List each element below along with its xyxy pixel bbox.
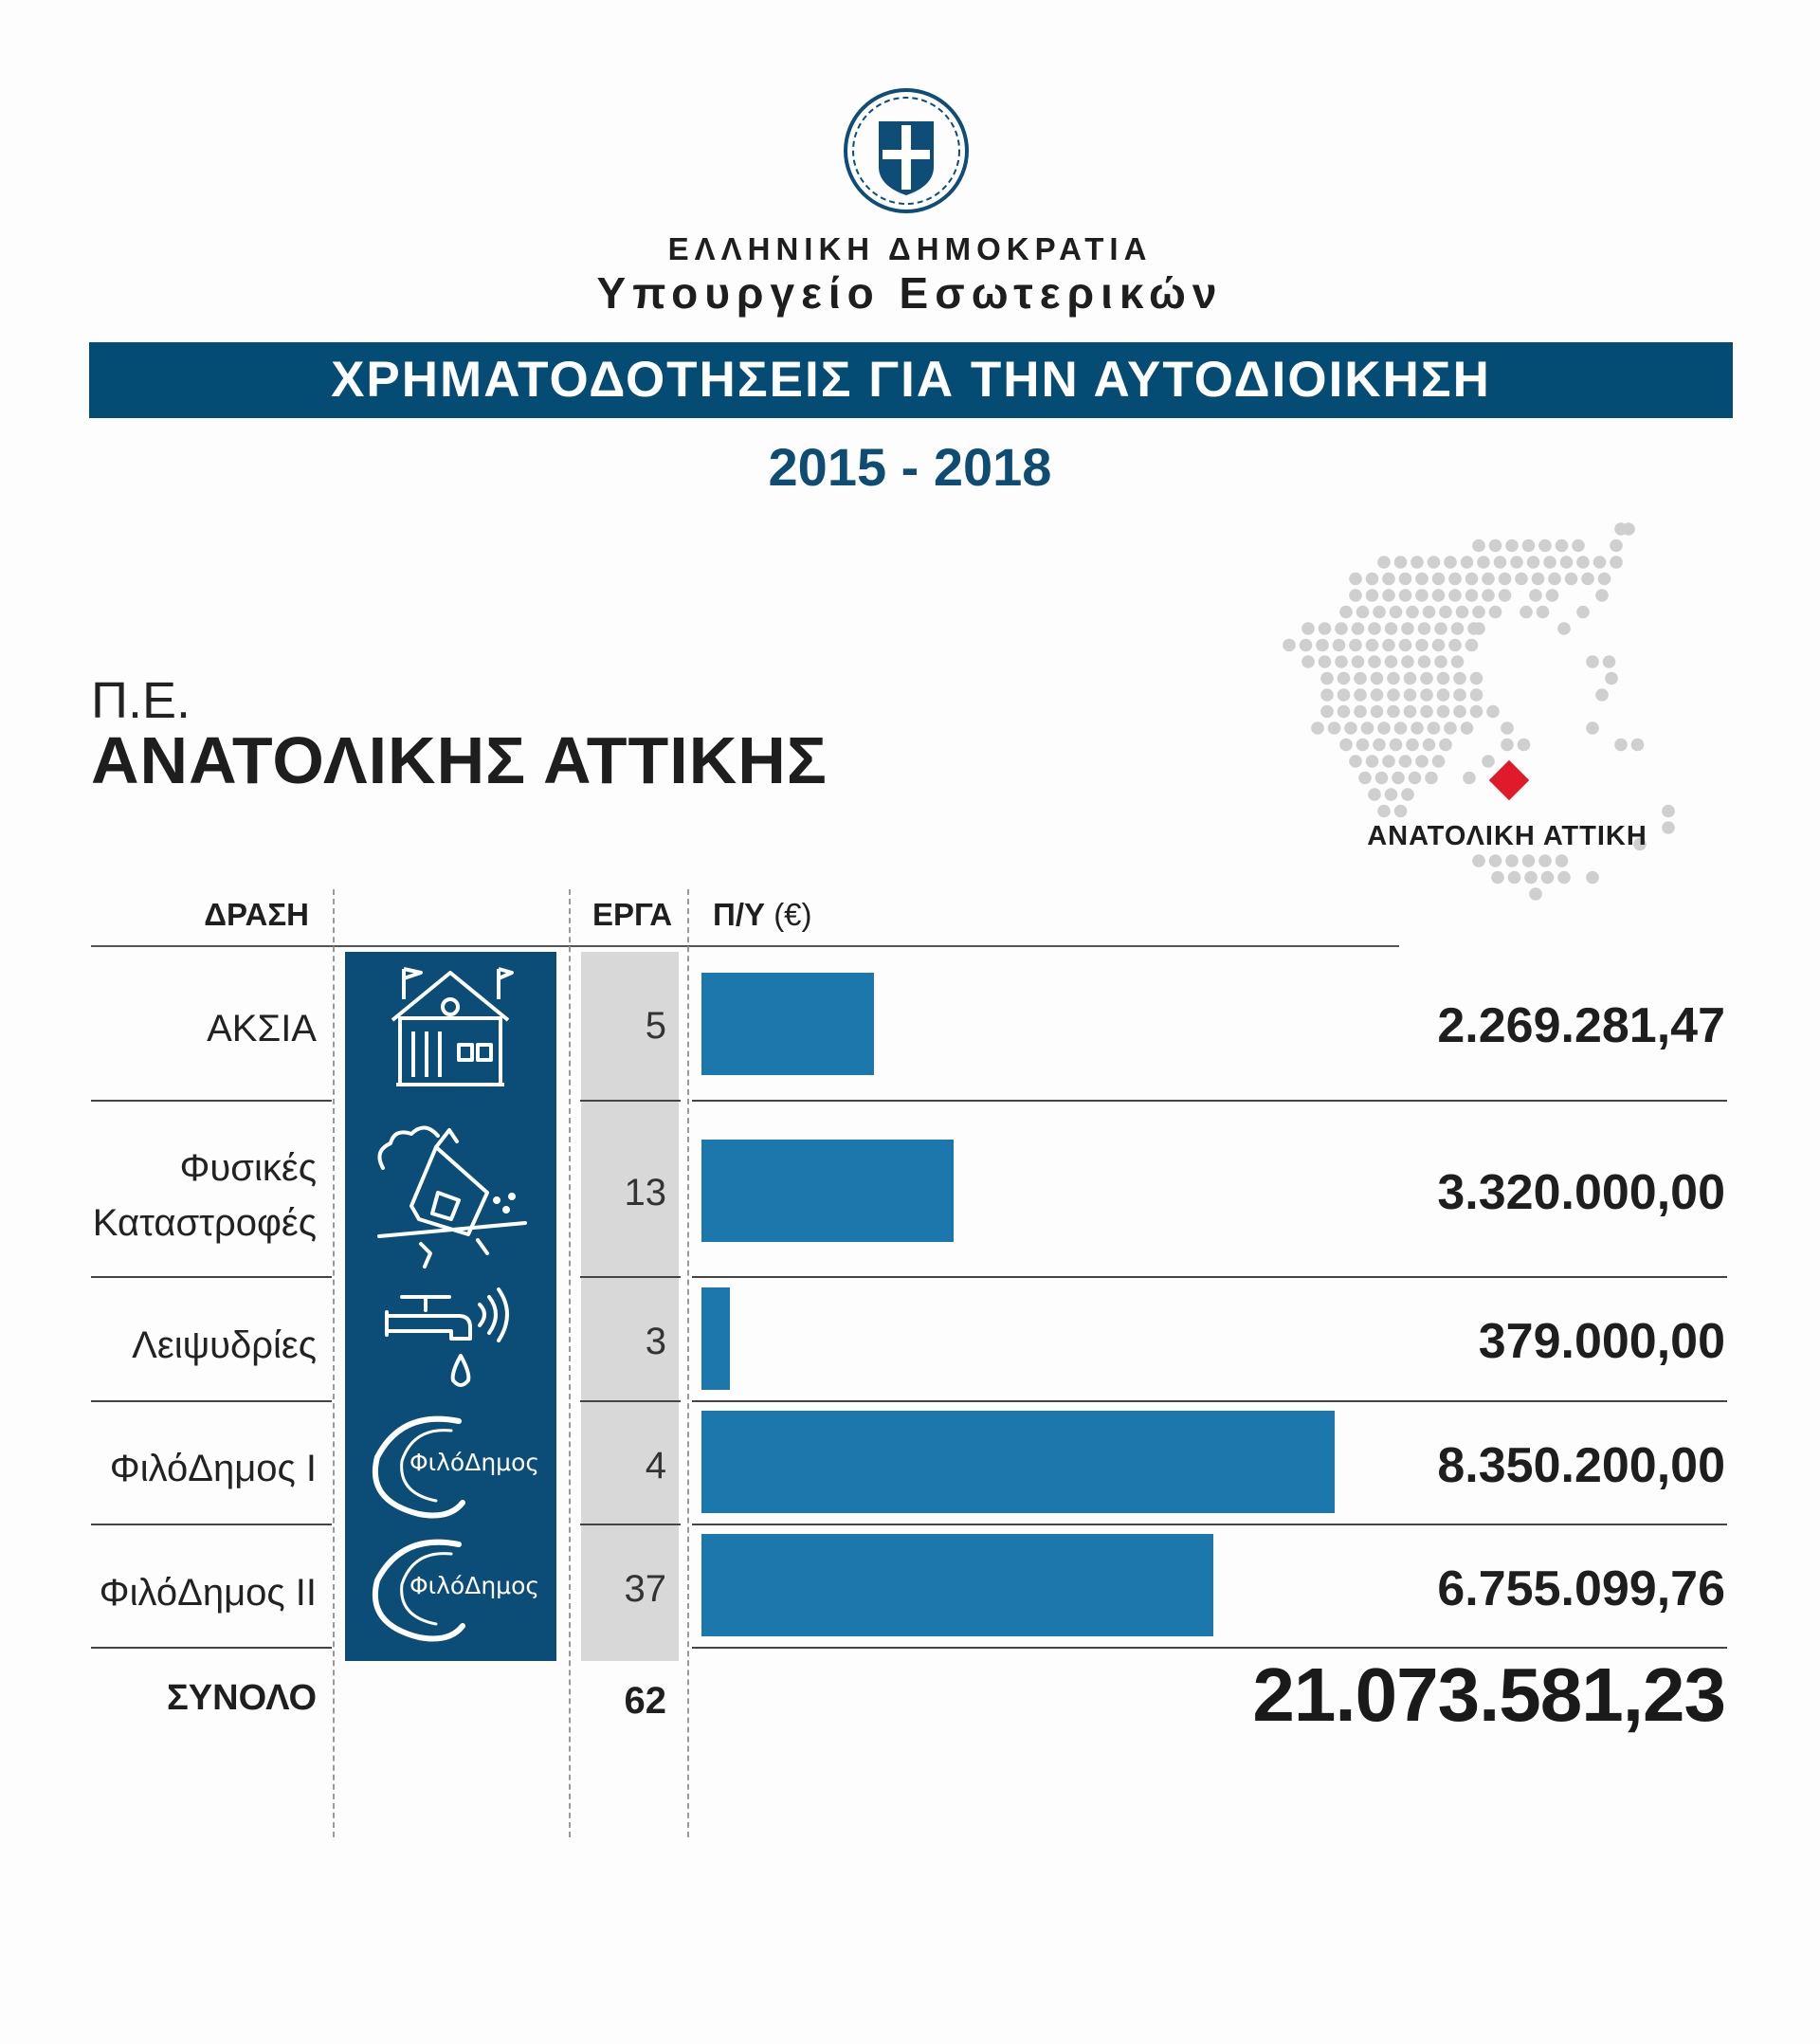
map-dot — [1366, 755, 1379, 768]
map-dot — [1349, 573, 1362, 586]
map-dot — [1356, 739, 1370, 752]
total-label: ΣΥΝΟΛΟ — [166, 1678, 317, 1718]
banner-title: ΧΡΗΜΑΤΟΔΟΤΗΣΕΙΣ ΓΙΑ ΤΗΝ ΑΥΤΟΔΙΟΙΚΗΣΗ — [331, 352, 1491, 408]
map-dot — [1385, 622, 1398, 635]
map-dot — [1560, 556, 1574, 569]
map-dot — [1453, 705, 1466, 719]
map-dot — [1377, 721, 1391, 735]
map-dot — [1432, 755, 1446, 768]
map-dot — [1366, 573, 1379, 586]
map-dot — [1538, 539, 1552, 553]
column-divider — [569, 889, 571, 1837]
map-dot — [1586, 655, 1599, 668]
map-dot — [1631, 739, 1645, 752]
collapsing-house-icon — [345, 1102, 556, 1276]
map-dot — [1352, 655, 1365, 668]
map-dot — [1453, 688, 1466, 702]
map-dot — [1301, 622, 1315, 635]
map-dot — [1349, 589, 1362, 602]
budget-bar — [701, 1140, 954, 1242]
map-dot — [1415, 639, 1429, 652]
map-dot — [1434, 622, 1447, 635]
map-dot — [1557, 622, 1571, 635]
map-dot — [1465, 573, 1479, 586]
map-dot — [1406, 606, 1419, 619]
projects-count: 3 — [645, 1321, 666, 1362]
region-marker-icon — [1489, 760, 1529, 800]
row-label: Λειψυδρίες — [132, 1324, 317, 1366]
map-dot — [1366, 589, 1379, 602]
map-dot — [1586, 721, 1599, 735]
region-prefix: Π.Ε. — [91, 672, 191, 729]
map-dot — [1510, 556, 1523, 569]
filodimos-logo-icon — [345, 1402, 556, 1524]
map-dot — [1377, 556, 1391, 569]
row-separator — [91, 1100, 332, 1102]
row-separator — [580, 1100, 681, 1102]
row-separator — [692, 1400, 1727, 1402]
map-dot — [1603, 655, 1616, 668]
budget-amount: 6.755.099,76 — [1437, 1561, 1725, 1616]
map-dot — [1401, 788, 1414, 801]
map-dot — [1470, 705, 1483, 719]
column-header-projects: ΕΡΓΑ — [592, 897, 673, 932]
map-dot — [1499, 573, 1512, 586]
map-dot — [1482, 589, 1495, 602]
row-label: Φυσικές Καταστροφές — [92, 1147, 317, 1244]
map-dot — [1390, 739, 1403, 752]
row-separator — [692, 1100, 1727, 1102]
map-dot — [1418, 622, 1431, 635]
map-dot — [1399, 639, 1412, 652]
map-dot — [1410, 556, 1424, 569]
country-name: ΕΛΛΗΝΙΚΗ ΔΗΜΟΚΡΑΤΙΑ — [667, 231, 1153, 266]
map-dot — [1283, 639, 1296, 652]
map-dot — [1328, 721, 1341, 735]
budget-amount: 2.269.281,47 — [1437, 998, 1725, 1053]
map-dot — [1546, 589, 1559, 602]
map-dot — [1420, 705, 1433, 719]
map-dot — [1349, 755, 1362, 768]
row-label: ΦιλόΔημος ΙΙ — [99, 1572, 317, 1614]
map-dot — [1390, 606, 1403, 619]
row-separator — [91, 1647, 332, 1649]
map-dot — [1522, 854, 1536, 867]
map-dot — [1352, 622, 1365, 635]
row-separator — [580, 1524, 681, 1525]
map-dot — [1375, 772, 1389, 785]
map-dot — [1428, 556, 1441, 569]
map-dot — [1437, 688, 1450, 702]
map-dot — [1437, 672, 1450, 685]
greek-coat-of-arms-emblem — [839, 83, 974, 218]
map-dot — [1300, 639, 1313, 652]
budget-label: Π/Υ — [713, 897, 766, 932]
map-dot — [1472, 539, 1485, 553]
map-dot — [1520, 606, 1533, 619]
map-dot — [1377, 805, 1391, 818]
map-dot — [1541, 871, 1555, 885]
map-dot — [1387, 672, 1400, 685]
budget-unit: (€) — [774, 897, 812, 932]
row-label: ΑΚΣΙΑ — [207, 1008, 317, 1049]
map-dot — [1320, 672, 1334, 685]
budget-amount: 8.350.200,00 — [1437, 1438, 1725, 1493]
map-dot — [1482, 573, 1495, 586]
map-dot — [1420, 672, 1433, 685]
map-dot — [1448, 639, 1462, 652]
ministry-name: Υπουργείο Εσωτερικών — [596, 268, 1224, 318]
school-building-icon — [345, 952, 556, 1100]
map-dot — [1605, 672, 1618, 685]
map-dot — [1491, 871, 1504, 885]
map-dot — [1576, 606, 1590, 619]
column-divider — [687, 889, 689, 1837]
map-dot — [1489, 854, 1502, 867]
map-dot — [1432, 573, 1446, 586]
map-dot — [1486, 705, 1500, 719]
map-dot — [1371, 672, 1384, 685]
map-dot — [1368, 655, 1381, 668]
map-dot — [1382, 573, 1395, 586]
column-header-action: ΔΡΑΣΗ — [204, 897, 309, 932]
map-dot — [1338, 672, 1351, 685]
map-dot — [1477, 556, 1490, 569]
map-dot — [1556, 854, 1569, 867]
budget-amount: 379.000,00 — [1478, 1314, 1725, 1369]
map-dot — [1515, 573, 1528, 586]
map-dot — [1472, 854, 1485, 867]
filodimos-logo-text: ΦιλόΔημος — [410, 1572, 540, 1599]
map-dot — [1319, 655, 1332, 668]
map-dot — [1404, 705, 1417, 719]
map-dot — [1527, 556, 1540, 569]
map-dot — [1448, 589, 1462, 602]
map-region-label: ΑΝΑΤΟΛΙΚΗ ΑΤΤΙΚΗ — [1367, 821, 1647, 851]
map-dot — [1423, 606, 1436, 619]
map-dot — [1401, 655, 1414, 668]
filodimos-logo-icon — [345, 1525, 556, 1647]
map-dot — [1387, 688, 1400, 702]
map-dot — [1537, 606, 1550, 619]
map-dot — [1581, 573, 1594, 586]
map-dot — [1320, 705, 1334, 719]
map-dot — [1354, 705, 1367, 719]
row-separator — [91, 1400, 332, 1402]
total-projects: 62 — [624, 1680, 666, 1722]
map-dot — [1366, 639, 1379, 652]
map-dot — [1622, 522, 1635, 536]
projects-count: 13 — [624, 1172, 666, 1214]
map-dot — [1456, 606, 1469, 619]
projects-count: 5 — [645, 1005, 666, 1047]
map-dot — [1338, 688, 1351, 702]
map-dot — [1316, 639, 1329, 652]
map-dot — [1409, 772, 1422, 785]
map-dot — [1406, 739, 1419, 752]
greece-dot-map — [1270, 512, 1687, 986]
map-dot — [1344, 721, 1357, 735]
water-tap-icon — [345, 1278, 556, 1399]
map-dot — [1319, 622, 1332, 635]
map-dot — [1529, 887, 1542, 901]
map-dot — [1354, 688, 1367, 702]
map-dot — [1382, 639, 1395, 652]
map-dot — [1532, 573, 1545, 586]
row-separator — [580, 1400, 681, 1402]
map-dot — [1576, 556, 1590, 569]
map-dot — [1368, 622, 1381, 635]
map-dot — [1548, 573, 1561, 586]
map-dot — [1595, 688, 1609, 702]
map-dot — [1543, 556, 1556, 569]
map-dot — [1404, 672, 1417, 685]
map-dot — [1482, 755, 1495, 768]
map-dot — [1439, 606, 1452, 619]
map-dot — [1385, 788, 1398, 801]
row-label: ΦιλόΔημος Ι — [109, 1448, 317, 1489]
column-divider — [333, 889, 335, 1837]
map-dot — [1614, 739, 1628, 752]
map-dot — [1432, 589, 1446, 602]
map-dot — [1410, 721, 1424, 735]
map-dot — [1444, 556, 1457, 569]
map-dot — [1415, 573, 1429, 586]
map-dot — [1401, 622, 1414, 635]
map-dot — [1301, 655, 1315, 668]
map-dot — [1610, 539, 1623, 553]
projects-count: 4 — [645, 1445, 666, 1487]
filodimos-logo-text: ΦιλόΔημος — [410, 1449, 540, 1476]
map-dot — [1333, 639, 1346, 652]
map-dot — [1382, 755, 1395, 768]
map-dot — [1518, 739, 1531, 752]
region-name: ΑΝΑΤΟΛΙΚΗΣ ΑΤΤΙΚΗΣ — [91, 723, 828, 797]
map-dot — [1368, 788, 1381, 801]
map-dot — [1465, 589, 1479, 602]
map-dot — [1371, 688, 1384, 702]
map-dot — [1373, 739, 1386, 752]
map-dot — [1598, 573, 1611, 586]
map-dot — [1420, 688, 1433, 702]
map-dot — [1610, 556, 1623, 569]
map-dot — [1470, 688, 1483, 702]
map-dot — [1434, 655, 1447, 668]
map-dot — [1354, 672, 1367, 685]
map-dot — [1505, 539, 1519, 553]
map-dot — [1499, 589, 1512, 602]
map-dot — [1524, 871, 1538, 885]
row-separator — [91, 1524, 332, 1525]
map-dot — [1451, 655, 1465, 668]
map-dot — [1415, 755, 1429, 768]
row-separator — [692, 1647, 1727, 1649]
period-subtitle: 2015 - 2018 — [768, 437, 1052, 497]
map-dot — [1373, 606, 1386, 619]
projects-column — [581, 952, 679, 1661]
map-dot — [1472, 606, 1485, 619]
map-dot — [1423, 739, 1436, 752]
map-dot — [1339, 739, 1353, 752]
map-dot — [1538, 854, 1552, 867]
row-separator — [91, 1276, 332, 1278]
budget-bar — [701, 1287, 730, 1390]
map-dot — [1662, 805, 1675, 818]
map-dot — [1489, 606, 1502, 619]
row-separator — [692, 1524, 1727, 1525]
map-dot — [1522, 539, 1536, 553]
map-dot — [1501, 721, 1514, 735]
map-dot — [1399, 573, 1412, 586]
row-separator — [580, 1276, 681, 1278]
budget-amount: 3.320.000,00 — [1437, 1165, 1725, 1220]
total-amount: 21.073.581,23 — [1252, 1652, 1725, 1737]
map-dot — [1361, 721, 1374, 735]
map-dot — [1595, 589, 1609, 602]
map-dot — [1385, 655, 1398, 668]
map-dot — [1358, 772, 1372, 785]
column-header-budget — [713, 897, 812, 933]
map-dot — [1335, 622, 1348, 635]
map-dot — [1565, 573, 1578, 586]
map-dot — [1311, 721, 1324, 735]
map-dot — [1394, 556, 1408, 569]
map-dot — [1470, 672, 1483, 685]
map-dot — [1335, 655, 1348, 668]
map-dot — [1489, 539, 1502, 553]
map-dot — [1501, 739, 1514, 752]
map-dot — [1494, 556, 1507, 569]
map-dot — [1463, 772, 1476, 785]
map-dot — [1425, 772, 1438, 785]
map-dot — [1437, 705, 1450, 719]
map-dot — [1508, 871, 1521, 885]
map-dot — [1448, 573, 1462, 586]
map-dot — [1572, 539, 1585, 553]
map-dot — [1371, 705, 1384, 719]
map-dot — [1349, 639, 1362, 652]
map-dot — [1387, 705, 1400, 719]
map-dot — [1586, 871, 1599, 885]
map-dot — [1444, 721, 1457, 735]
map-dot — [1356, 606, 1370, 619]
map-dot — [1472, 622, 1485, 635]
map-dot — [1394, 805, 1408, 818]
map-dot — [1461, 556, 1474, 569]
map-dot — [1415, 589, 1429, 602]
map-dot — [1439, 739, 1452, 752]
map-dot — [1593, 556, 1607, 569]
header-rule — [91, 945, 1399, 947]
map-dot — [1320, 688, 1334, 702]
budget-bar — [701, 1534, 1213, 1636]
map-dot — [1505, 854, 1519, 867]
map-dot — [1451, 622, 1465, 635]
map-dot — [1404, 688, 1417, 702]
map-dot — [1557, 871, 1571, 885]
map-dot — [1382, 589, 1395, 602]
map-dot — [1529, 589, 1542, 602]
map-dot — [1428, 721, 1441, 735]
map-dot — [1461, 721, 1474, 735]
projects-count: 37 — [624, 1568, 666, 1610]
map-dot — [1399, 755, 1412, 768]
map-dot — [1339, 606, 1353, 619]
map-dot — [1432, 639, 1446, 652]
map-dot — [1418, 655, 1431, 668]
map-dot — [1453, 672, 1466, 685]
map-dot — [1394, 721, 1408, 735]
budget-bar — [701, 973, 874, 1075]
map-dot — [1392, 772, 1405, 785]
map-dot — [1399, 589, 1412, 602]
map-dot — [1338, 705, 1351, 719]
map-dot — [1465, 639, 1479, 652]
map-dot — [1556, 539, 1569, 553]
row-separator — [692, 1276, 1727, 1278]
